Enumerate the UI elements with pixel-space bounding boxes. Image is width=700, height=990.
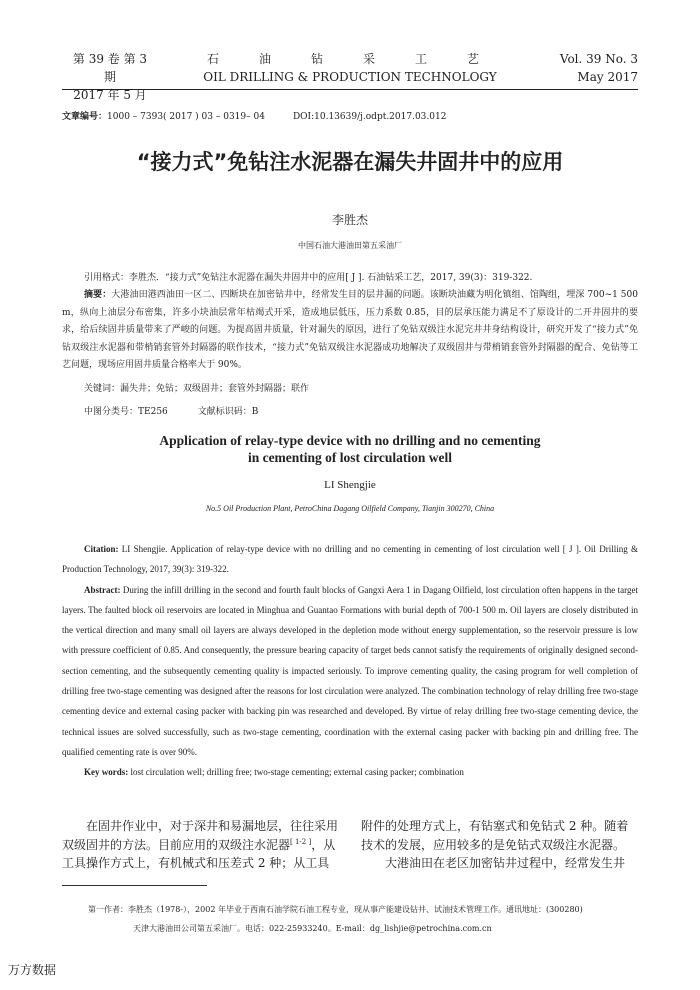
body-left-line2-pre: 双级固井的方法。目前应用的双级注水泥器 (62, 837, 291, 852)
page-title: “接力式”免钻注水泥器在漏失井固井中的应用 (136, 150, 564, 174)
keywords-en (62, 762, 638, 782)
doc-code-value: B (251, 407, 259, 417)
footnote-text1: 李胜杰（1978-），2002 年毕业于西南石油学院石油工程专业，现从事产能建设钻井、试油技术管理工作。通讯地址：(300280) (128, 905, 583, 914)
footnote-line2: 天津大港油田公司第五采油厂。电话：022-25933240。E-mail：dg_lishjie@petrochina.com.cn (133, 924, 492, 933)
body-right-line1: 附件的处理方式上，有钻塞式和免钻式 2 种。随着 (361, 819, 629, 833)
body-left-line3: 工具操作方式上，有机械式和压差式 2 种；从工具 (62, 856, 330, 870)
footnote (88, 900, 643, 938)
title-en-line1: Application of relay-type device with no drilling and no cementing (159, 433, 541, 448)
abstract-cn-block (62, 270, 638, 374)
issue-date: 2017 年 5 月 (73, 88, 147, 102)
footnote-divider (62, 885, 207, 886)
doi: DOI:10.13639/j.odpt.2017.03.012 (292, 112, 447, 122)
title-en-line2: in cementing of lost circulation well (247, 450, 453, 465)
issue-date-en: May 2017 (577, 70, 638, 84)
body-right-line3: 大港油田在老区加密钻井过程中，经常发生井 (385, 856, 626, 870)
article-meta (62, 111, 446, 123)
abstract-en-text: During the infill drilling in the second and fourth fault blocks of Gangxi Aera 1 in Dagang Oilfield, lost circulation often happens in the target layers. The faulted block oil reservoirs are located in Minghua and Guantao Formations with burial depth of 700-1 500 m. Oil layers are closely distributed in the vertical direction and many small oil layers are always developed in the depletion mode without energy supplementation, so the reservoir pressure is low with pressure coefficient of 0.85. And consequently, the pressure bearing capacity of target beds cannot satisfy the requirements of originally designed second-section cementing, and the subsequently cementing quality is impacted seriously. To improve cementing quality, the casing program for well completion of drilling free two-stage cementing was designed after the reasons for lost circulation were analyzed. The combination technology of relay drilling free two-stage cementing device and external casing packer with backing pin was researched and developed. By virtue of relay drilling free two-stage cementing device, the technical issues are solved successfully, such as two-stage cementing, coordination with the external casing packer with backing pin and drilling free. The qualified cementing rate is over 90%. (62, 584, 638, 757)
keywords-cn-label: 关键词： (84, 384, 121, 394)
header-divider (62, 89, 638, 90)
clc-label: 中图分类号： (84, 407, 139, 417)
affiliation-en: No.5 Oil Production Plant, PetroChina Dagang Oilfield Company, Tianjin 300270, China (205, 504, 495, 513)
article-no: 1000 – 7393( 2017 ) 03 – 0319– 04 (107, 112, 265, 122)
author-en: LI Shengjie (324, 479, 376, 491)
abstract-en-label: Abstract: (84, 584, 121, 595)
abstract-cn-label: 摘要： (84, 290, 112, 301)
classification-cn (84, 404, 258, 417)
keywords-en-label: Key words: (84, 767, 129, 778)
abstract-en-block (62, 539, 638, 783)
clc-value: TE256 (138, 407, 168, 417)
keywords-cn-text: 漏失井；免钻；双级固井；套管外封隔器；联作 (120, 384, 310, 394)
volume-issue-en: Vol. 39 No. 3 (559, 52, 638, 66)
journal-title-en: OIL DRILLING & PRODUCTION TECHNOLOGY (203, 70, 497, 84)
citation-en (62, 539, 638, 580)
keywords-cn (84, 381, 309, 394)
footnote-label: 第一作者： (88, 905, 128, 914)
volume-issue: 第 39 卷 第 3 期 (72, 52, 148, 84)
affiliation-cn: 中国石油大港油田第五采油厂 (298, 241, 402, 250)
citation-cn (62, 270, 638, 287)
citation-cn-text: 李胜杰．“接力式”免钻注水泥器在漏失井固井中的应用[ J ]. 石油钻采工艺，2017, 39(3)：319-322. (129, 273, 533, 283)
journal-title-cn: 石 油 钻 采 工 艺 (206, 52, 493, 66)
body-left-line2 (62, 836, 341, 855)
abstract-en (62, 580, 638, 763)
citation-cn-label: 引用格式： (84, 273, 130, 283)
doc-code-label: 文献标识码： (197, 407, 252, 417)
body-right-line2: 技术的发展，应用较多的是免钻式双级注水泥器。 (361, 837, 626, 852)
keywords-en-text: lost circulation well; drilling free; two-stage cementing; external casing packer; combination (130, 767, 464, 778)
body-column-right (361, 817, 638, 873)
abstract-cn-text: 大港油田港西油田一区二、四断块在加密钻井中，经常发生目的层井漏的问题。该断块油藏为明化镇组、馆陶组，埋深 700~1 500 m，纵向上油层分布密集，许多小块油层常年枯竭式开采，造成地层低压，压力系数 0.85，目的层承压能力满足不了原设计的二开井固井的要求，给后续固井质量带来了严峻的问题。为提高固井质量，针对漏失的原因，进行了免钻双级注水泥完井井身结构设计，研究开发了“接力式”免钻双级注水泥器和带梢销套管外封隔器的联作技术，“接力式”免钻双级注水泥器成功地解决了双级固井与带梢销套管外封隔器的配合、免钻等工艺问题，现场应用固井质量合格率大于 90%。 (62, 290, 638, 371)
author-cn: 李胜杰 (331, 213, 368, 227)
body-column-left (62, 817, 341, 873)
body-left-line1: 在固井作业中，对于深井和易漏地层，往往采用 (86, 819, 339, 833)
abstract-cn (62, 287, 638, 374)
footnote-line1 (88, 900, 643, 919)
citation-en-text: LI Shengjie. Application of relay-type device with no drilling and no cementing in cementing of lost circulation well [ J ]. Oil Drilling & Production Technology, 2017, 39(3): 319-322. (62, 544, 638, 575)
journal-issue-en (560, 50, 638, 86)
article-no-label: 文章编号： (62, 112, 108, 122)
watermark: 万方数据 (8, 963, 57, 977)
reference-marker[interactable]: [ 1-2 ] (290, 837, 312, 846)
citation-en-label: Citation: (84, 544, 119, 554)
body-left-line2-post: ，从 (311, 837, 336, 852)
title-en (0, 432, 700, 466)
